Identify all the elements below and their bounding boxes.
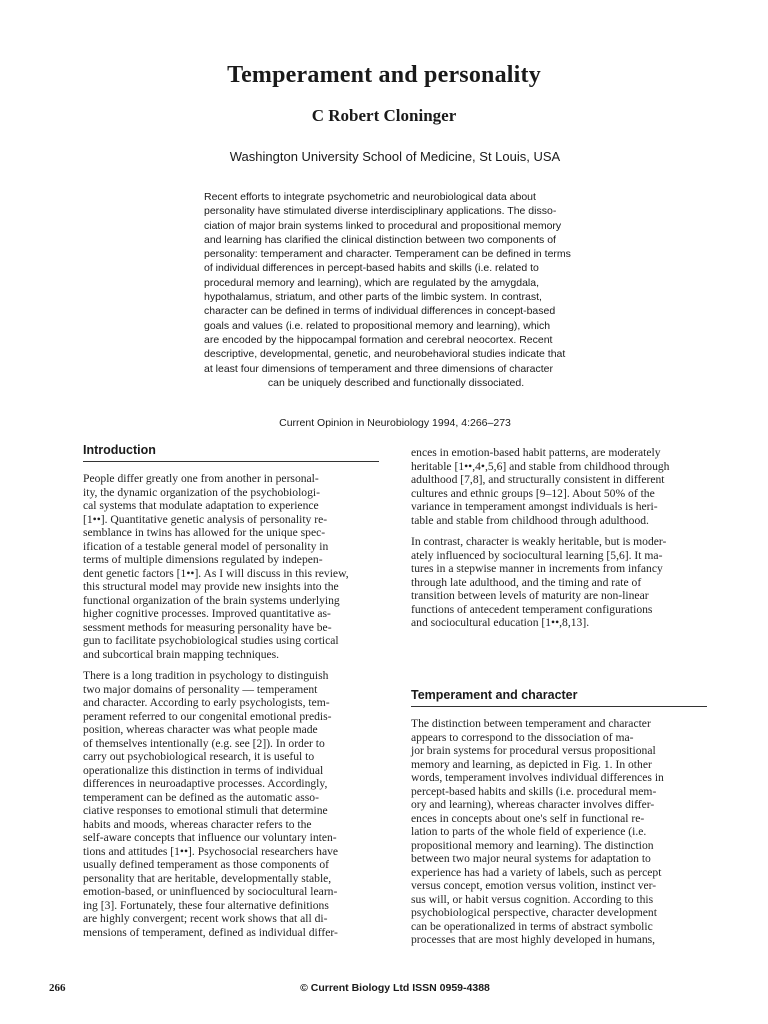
tc-paragraph-1 xyxy=(411,717,711,947)
text-line: dent genetic factors [1••]. As I will discuss in this review, xyxy=(83,566,349,580)
copyright-footer: © Current Biology Ltd ISSN 0959-4388 xyxy=(300,982,490,994)
text-line: memory and learning, as depicted in Fig. 1. In other xyxy=(411,757,652,771)
text-line: between two major neural systems for adaptation to xyxy=(411,852,651,865)
text-line: transition between levels of maturity are non-linear xyxy=(411,589,649,602)
abstract-line: procedural memory and learning), which are regulated by the amygdala, xyxy=(204,276,540,289)
text-line: propositional memory and learning). The distinction xyxy=(411,838,654,852)
text-line: carry out psychobiological research, it is useful to xyxy=(83,750,315,763)
text-line: functional organization of the brain systems underlying xyxy=(83,593,340,607)
text-line: ately influenced by sociocultural learning [5,6]. It ma- xyxy=(411,548,663,562)
text-line: perament referred to our congenital emotional predis- xyxy=(83,709,332,723)
text-line: and sociocultural education [1••,8,13]. xyxy=(411,616,590,629)
author-name: C Robert Cloninger xyxy=(311,106,457,125)
journal-citation: Current Opinion in Neurobiology 1994, 4:266–273 xyxy=(279,417,511,429)
text-line: and character. According to early psychologists, tem- xyxy=(83,696,330,709)
section-heading-introduction: Introduction xyxy=(83,443,156,457)
text-line: sus will, or habit versus cognition. According to this xyxy=(411,892,654,906)
text-line: psychobiological perspective, character development xyxy=(411,906,657,919)
text-line: functions of antecedent temperament configurations xyxy=(411,602,653,616)
text-line: mensions of temperament, defined as individual differ- xyxy=(83,925,338,939)
abstract-line: personality have stimulated diverse interdisciplinary applications. The disso- xyxy=(204,205,557,218)
section-heading-temperament-character: Temperament and character xyxy=(411,688,578,702)
abstract xyxy=(204,190,588,390)
text-line: People differ greatly one from another in personal- xyxy=(83,472,319,485)
heading-rule xyxy=(83,461,379,462)
text-line: gun to facilitate psychobiological studies using cortical xyxy=(83,634,339,647)
abstract-line: ciation of major brain systems linked to procedural and propositional memory xyxy=(204,219,562,232)
text-line: processes that are most highly developed in humans, xyxy=(411,933,656,946)
text-line: ences in concepts about one's self in functional re- xyxy=(411,811,645,825)
abstract-line: Recent efforts to integrate psychometric and neurobiological data about xyxy=(204,191,536,203)
heading-rule xyxy=(411,706,707,707)
text-line: table and stable from childhood through adulthood. xyxy=(411,513,649,527)
text-line: cultures and ethnic groups [9–12]. About 50% of the xyxy=(411,486,655,500)
text-line: experience has had a variety of labels, such as percept xyxy=(411,865,662,879)
text-line: appears to correspond to the dissociation of ma- xyxy=(411,730,634,744)
text-line: jor brain systems for procedural versus propositional xyxy=(411,744,656,757)
text-line: versus concept, emotion versus volition, instinct ver- xyxy=(411,879,657,892)
text-line: ory and learning), whereas character involves differ- xyxy=(411,798,655,811)
abstract-line: personality: temperament and character. Temperament can be defined in terms xyxy=(204,248,571,261)
text-line: percept-based habits and skills (i.e. procedural mem- xyxy=(411,784,657,798)
text-line: through late adulthood, and the timing and rate of xyxy=(411,575,642,589)
text-line: position, whereas character was what people made xyxy=(83,723,318,736)
text-line: heritable [1••,4•,5,6] and stable from childhood through xyxy=(411,459,670,473)
right-column-continuation xyxy=(411,446,711,630)
affiliation: Washington University School of Medicine, St Louis, USA xyxy=(229,149,561,164)
text-line: are highly convergent; recent work shows that all di- xyxy=(83,912,328,925)
text-line: emotion-based, or uninfluenced by sociocultural learn- xyxy=(83,885,338,898)
text-line: tions and attitudes [1••]. Psychosocial researchers have xyxy=(83,844,339,858)
text-line: ity, the dynamic organization of the psychobiologi- xyxy=(83,485,320,499)
text-line: and subcortical brain mapping techniques. xyxy=(83,647,280,661)
page-number: 266 xyxy=(49,982,66,994)
text-line: differences in neuroadaptive processes. Accordingly, xyxy=(83,777,328,790)
abstract-line: character can be defined in terms of individual differences in concept-based xyxy=(204,305,556,318)
text-line: sessment methods for measuring personality have be- xyxy=(83,620,332,634)
text-line: tures in a stepwise manner in increments from infancy xyxy=(411,562,663,575)
text-line: In contrast, character is weakly heritable, but is moder- xyxy=(411,535,667,548)
text-line: ing [3]. Fortunately, these four alternative definitions xyxy=(83,898,329,912)
text-line: personality that are heritable, developmentally stable, xyxy=(83,871,332,885)
text-line: adulthood [7,8], and structurally consistent in different xyxy=(411,473,665,486)
text-line: ences in emotion-based habit patterns, are moderately xyxy=(411,446,661,459)
text-line: of themselves intentionally (e.g. see [2]). In order to xyxy=(83,736,325,750)
text-line: temperament can be defined as the automatic asso- xyxy=(83,790,319,804)
text-line: ification of a testable general model of personality in xyxy=(83,539,329,553)
text-line: words, temperament involves individual differences in xyxy=(411,771,664,784)
text-line: terms of multiple dimensions regulated by indepen- xyxy=(83,553,323,566)
abstract-line: descriptive, developmental, genetic, and neurobehavioral studies indicate that xyxy=(204,348,566,361)
text-line: usually defined temperament as those components of xyxy=(83,858,329,871)
abstract-line: can be uniquely described and functionally dissociated. xyxy=(267,376,525,389)
abstract-line: goals and values (i.e. related to propositional memory and learning), which xyxy=(204,319,551,332)
text-line: There is a long tradition in psychology to distinguish xyxy=(83,669,329,682)
text-line: ciative responses to emotional stimuli that determine xyxy=(83,804,328,817)
text-line: The distinction between temperament and character xyxy=(411,717,651,730)
text-line: [1••]. Quantitative genetic analysis of personality re- xyxy=(83,512,328,526)
text-line: variance in temperament amongst individuals is heri- xyxy=(411,500,658,513)
abstract-line: are encoded by the hippocampal formation and cerebral neocortex. Recent xyxy=(204,333,553,346)
text-line: semblance in twins has allowed for the unique spec- xyxy=(83,526,326,539)
text-line: can be operationalized in terms of abstract symbolic xyxy=(411,919,653,933)
text-line: this structural model may provide new insights into the xyxy=(83,580,339,593)
intro-paragraph-1 xyxy=(83,472,383,939)
text-line: habits and moods, whereas character refers to the xyxy=(83,817,312,831)
text-line: self-aware concepts that influence our voluntary inten- xyxy=(83,831,337,844)
text-line: higher cognitive processes. Improved quantitative as- xyxy=(83,607,331,620)
text-line: cal systems that modulate adaptation to experience xyxy=(83,499,319,512)
abstract-line: hypothalamus, striatum, and other parts of the limbic system. In contrast, xyxy=(204,291,542,304)
article-title: Temperament and personality xyxy=(227,62,541,88)
text-line: two major domains of personality — temperament xyxy=(83,682,318,696)
text-line: lation to parts of the whole field of experience (i.e. xyxy=(411,825,647,838)
abstract-line: at least four dimensions of temperament and three dimensions of character xyxy=(204,362,554,375)
abstract-line: and learning has clarified the clinical distinction between two components of xyxy=(204,233,556,246)
abstract-line: of individual differences in percept-based habits and skills (i.e. related to xyxy=(204,262,539,275)
text-line: operationalize this distinction in terms of individual xyxy=(83,763,324,777)
